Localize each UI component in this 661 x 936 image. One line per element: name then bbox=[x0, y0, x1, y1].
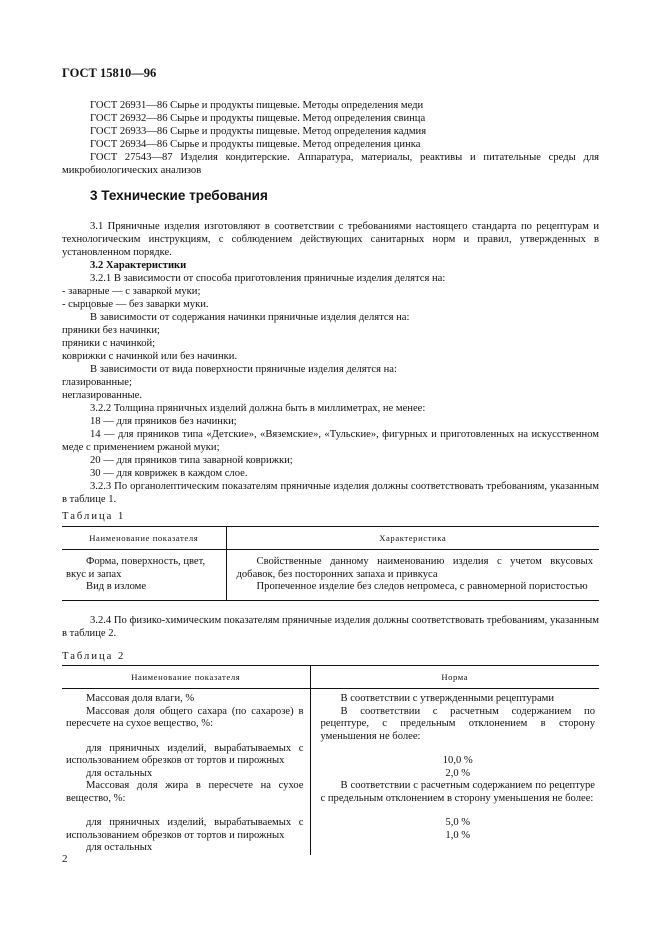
body-line: 20 — для пряников типа заварной коврижки; bbox=[90, 455, 293, 466]
subsection-title: 3.2 Характеристики bbox=[90, 260, 187, 271]
table1-caption: Таблица 1 bbox=[62, 511, 126, 522]
section-body-2 bbox=[62, 614, 599, 640]
table-column-header: Наименование показателя bbox=[62, 527, 226, 550]
reference-item: ГОСТ 27543—87 Изделия кондитерские. Аппаратура, материалы, реактивы и питательные среды для микробиологических анализов bbox=[62, 152, 599, 176]
table-cell: Свойственные данному наименованию изделия с учетом вкусовых добавок, без посторонних запаха и привкуса Пропеченное изделие без следов непромеса, с равномерной пористостью bbox=[236, 556, 593, 592]
section-title: 3 Технические требования bbox=[90, 188, 268, 203]
page-number: 2 bbox=[62, 853, 68, 865]
table-cell: В соответствии с утвержденными рецептурами В соответствии с расчетным содержанием по рецептуре, с предельным отклонением в сторону уменьшения не более: 10,0 % 2,0 % В соответствии с расчетным содержанием по рецептуре с предельным отклонением в сторону уменьшения не более: 5,0 % 1,0 % bbox=[320, 693, 595, 841]
table-cell: Массовая доля влаги, % Массовая доля общего сахара (по сахарозе) в пересчете на сухое вещество, %: для пряничных изделий, вырабатываемых с использованием обрезков от тортов и пирожных для остальных Массовая доля жира в пересчете на сухое вещество, %: для пряничных изделий, вырабатываемых с использованием обрезков от тортов и пирожных для остальных bbox=[62, 689, 310, 855]
table-row bbox=[62, 689, 599, 855]
body-line: 3.2.1 В зависимости от способа приготовления пряничные изделия делятся на: bbox=[90, 273, 446, 284]
body-line: неглазированные. bbox=[62, 390, 142, 401]
table2-caption: Таблица 2 bbox=[62, 651, 126, 662]
body-line: глазированные; bbox=[62, 377, 132, 388]
body-line: - заварные — с заваркой муки; bbox=[62, 286, 201, 297]
reference-item: ГОСТ 26931—86 Сырье и продукты пищевые. Методы определения меди bbox=[90, 100, 424, 111]
table-column-header: Норма bbox=[310, 666, 599, 689]
table-column-header: Наименование показателя bbox=[62, 666, 310, 689]
references-list bbox=[62, 99, 599, 177]
reference-item: ГОСТ 26933—86 Сырье и продукты пищевые. Метод определения кадмия bbox=[90, 126, 427, 137]
reference-item: ГОСТ 26932—86 Сырье и продукты пищевые. Метод определения свинца bbox=[90, 113, 426, 124]
body-line: 18 — для пряников без начинки; bbox=[90, 416, 237, 427]
body-line: коврижки с начинкой или без начинки. bbox=[62, 351, 238, 362]
document-header: ГОСТ 15810—96 bbox=[62, 66, 157, 80]
body-line: 30 — для коврижек в каждом слое. bbox=[90, 468, 248, 479]
table-header-row bbox=[62, 666, 599, 689]
body-line: В зависимости от содержания начинки пряничные изделия делятся на: bbox=[90, 312, 410, 323]
paragraph-3-1: 3.1 Пряничные изделия изготовляют в соответствии с требованиями настоящего стандарта по рецептурам и технологическим инструкциям, с соблюдением действующих санитарных норм и правил, утвержденных в установленном порядке. bbox=[62, 221, 599, 258]
reference-item: ГОСТ 26934—86 Сырье и продукты пищевые. Метод определения цинка bbox=[90, 139, 421, 150]
body-line: 14 — для пряников типа «Детские», «Вяземские», «Тульские», фигурных и приготовленных на искусственном меде с применением ржаной муки; bbox=[62, 429, 599, 453]
body-line: пряники без начинки; bbox=[62, 325, 160, 336]
table-1 bbox=[62, 526, 599, 601]
body-line: - сырцовые — без заварки муки. bbox=[62, 299, 209, 310]
table-2 bbox=[62, 665, 599, 855]
table-row bbox=[62, 550, 599, 601]
body-line: 3.2.2 Толщина пряничных изделий должна быть в миллиметрах, не менее: bbox=[90, 403, 426, 414]
paragraph-3-2-4: 3.2.4 По физико-химическим показателям пряничные изделия должны соответствовать требованиям, указанным в таблице 2. bbox=[62, 615, 599, 639]
table-header-row bbox=[62, 527, 599, 550]
table-column-header: Характеристика bbox=[226, 527, 599, 550]
body-line: пряники с начинкой; bbox=[62, 338, 156, 349]
body-line: В зависимости от вида поверхности пряничные изделия делятся на: bbox=[90, 364, 397, 375]
paragraph-3-2-3: 3.2.3 По органолептическим показателям пряничные изделия должны соответствовать требованиям, указанным в таблице 1. bbox=[62, 481, 599, 505]
section-body bbox=[62, 220, 599, 506]
table-cell: Форма, поверхность, цвет, вкус и запах Вид в изломе bbox=[62, 550, 226, 601]
